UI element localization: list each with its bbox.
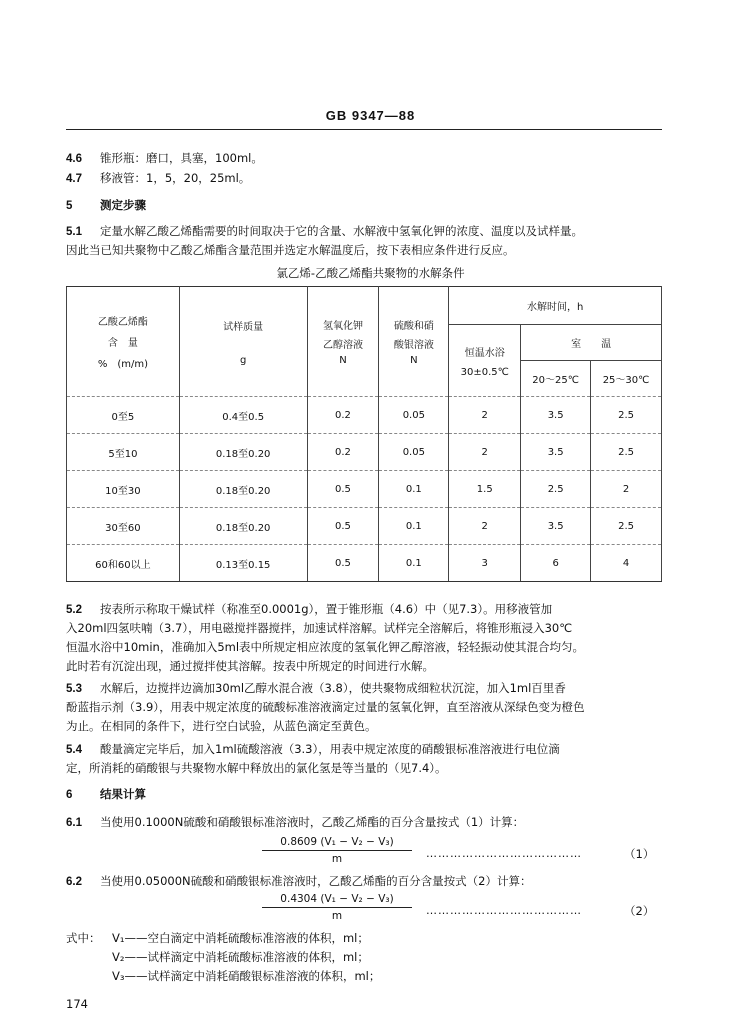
para-5-3-line3: 为止。在相同的条件下，进行空白试验，从蓝色滴定至黄色。: [66, 719, 377, 733]
header-room-25-30: 25～30℃: [591, 361, 662, 397]
table-cell: 3.5: [521, 434, 591, 471]
header-time: 水解时间，h: [449, 287, 662, 325]
para-number: 5.4: [66, 744, 82, 756]
para-number: 5.1: [66, 226, 82, 238]
header-koh-line1: 氢氧化钾: [322, 321, 363, 332]
para-5-1-line1: [66, 223, 583, 241]
table-cell: 2.5: [591, 397, 662, 434]
header-bath-line1: 恒温水浴: [464, 347, 505, 359]
variable-v1: V₁——空白滴定中消耗硫酸标准溶液的体积，ml；: [112, 931, 369, 945]
table-cell: 0.18至0.20: [179, 434, 307, 471]
para-5-2-line2: 入20ml四氢呋喃（3.7），用电磁搅拌器搅拌，加速试样溶解。试样完全溶解后，将锥形瓶浸入30℃: [66, 621, 573, 635]
table-cell: 0.18至0.20: [179, 508, 307, 545]
table-row: [67, 397, 662, 434]
formula-1-label: （1）: [624, 847, 655, 861]
para-6-1: [66, 814, 524, 832]
table-cell: 5至10: [67, 434, 180, 471]
header-bath-line2: 30±0.5℃: [460, 366, 509, 378]
table-cell: 1.5: [449, 471, 521, 508]
header-rule: [66, 129, 662, 130]
page-number: 174: [66, 997, 88, 1011]
header-content: [67, 287, 180, 397]
formula-2: [262, 893, 412, 922]
para-5-3-line1: [66, 680, 566, 698]
para-number: 6.1: [66, 817, 82, 829]
table-cell: 3.5: [521, 397, 591, 434]
table-row: [67, 471, 662, 508]
table-cell: 0.18至0.20: [179, 471, 307, 508]
section-6-heading: [66, 786, 146, 804]
formula-1-leader: …………………………………: [426, 847, 582, 860]
header-content-line3: % (m/m): [97, 359, 148, 370]
table-cell: 0.5: [307, 545, 379, 582]
header-acid: [379, 287, 449, 397]
formula-2-leader: …………………………………: [426, 904, 582, 917]
table-cell: 0.2: [307, 434, 379, 471]
table-cell: 2: [449, 434, 521, 471]
table-cell: 6: [521, 545, 591, 582]
section-number: 5: [66, 200, 73, 212]
table-row: [67, 545, 662, 582]
variable-v3: V₃——试样滴定中消耗硝酸银标准溶液的体积，ml；: [112, 969, 381, 983]
table-cell: 0.4至0.5: [179, 397, 307, 434]
table-cell: 0.5: [307, 508, 379, 545]
para-text: 水解后，边搅拌边滴加30ml乙醇水混合液（3.8），使共聚物成细粒状沉淀，加入1ml百里香: [100, 681, 566, 695]
header-acid-line2: 酸银溶液: [393, 340, 434, 351]
table-cell: 0.5: [307, 471, 379, 508]
header-content-line1: 乙酸乙烯酯: [97, 317, 148, 328]
table-cell: 0.1: [379, 545, 449, 582]
para-text: 当使用0.05000N硫酸和硝酸银标准溶液时，乙酸乙烯酯的百分含量按式（2）计算：: [100, 874, 532, 888]
table-cell: 2.5: [591, 508, 662, 545]
table-cell: 4: [591, 545, 662, 582]
section-title: 结果计算: [100, 787, 146, 801]
formula-2-label: （2）: [624, 904, 655, 918]
item-number: 4.6: [66, 153, 82, 165]
fraction-bar: [262, 907, 412, 908]
table-row: [67, 434, 662, 471]
section-title: 测定步骤: [100, 198, 146, 212]
item-text: 移液管：1，5，20，25ml。: [100, 171, 251, 185]
para-number: 5.3: [66, 683, 82, 695]
table-cell: 0.1: [379, 508, 449, 545]
formula-2-numerator: 0.4304 (V₁ − V₂ − V₃): [280, 893, 394, 905]
para-5-2-line4: 此时若有沉淀出现，通过搅拌使其溶解。按表中所规定的时间进行水解。: [66, 659, 434, 673]
table-cell: 30至60: [67, 508, 180, 545]
header-acid-line3: N: [410, 355, 418, 366]
table-cell: 0至5: [67, 397, 180, 434]
table-cell: 0.1: [379, 471, 449, 508]
header-room: 室 温: [521, 325, 662, 361]
para-5-2-line3: 恒温水浴中10min，准确加入5ml表中所规定相应浓度的氢氧化钾乙醇溶液，轻轻振动使其混合均匀。: [66, 640, 585, 654]
section-5-heading: [66, 197, 146, 215]
table-cell: 2: [591, 471, 662, 508]
header-mass-line1: 试样质量: [223, 321, 264, 333]
hydrolysis-conditions-table: [66, 286, 662, 582]
table-cell: 3.5: [521, 508, 591, 545]
para-5-2-line1: [66, 601, 552, 619]
formula-1-denominator: m: [331, 853, 343, 865]
item-4-7: [66, 170, 250, 188]
table-cell: 2.5: [591, 434, 662, 471]
para-5-1-line2: 因此当已知共聚物中乙酸乙烯酯含量范围并选定水解温度后，按下表相应条件进行反应。: [66, 243, 515, 257]
para-text: 当使用0.1000N硫酸和硝酸银标准溶液时，乙酸乙烯酯的百分含量按式（1）计算：: [100, 815, 525, 829]
table-cell: 10至30: [67, 471, 180, 508]
header-bath: [449, 325, 521, 397]
header-content-line2: 含 量: [107, 338, 138, 349]
para-5-4-line1: [66, 741, 560, 759]
variable-v2: V₂——试样滴定中消耗硫酸标准溶液的体积，ml；: [112, 950, 369, 964]
para-text: 酸量滴定完毕后，加入1ml硫酸溶液（3.3），用表中规定浓度的硝酸银标准溶液进行电位滴: [100, 742, 560, 756]
header-koh-line3: N: [339, 355, 347, 366]
para-number: 5.2: [66, 604, 82, 616]
item-4-6: [66, 150, 263, 168]
header-mass-line2: g: [239, 354, 247, 366]
table-cell: 0.2: [307, 397, 379, 434]
formula-1: [262, 836, 412, 865]
header-koh: [307, 287, 379, 397]
section-number: 6: [66, 789, 73, 801]
fraction-bar: [262, 850, 412, 851]
table-cell: 0.13至0.15: [179, 545, 307, 582]
para-text: 定量水解乙酸乙烯酯需要的时间取决于它的含量、水解液中氢氧化钾的浓度、温度以及试样量。: [100, 224, 583, 238]
header-room-20-25: 20～25℃: [521, 361, 591, 397]
table-title: 氯乙烯-乙酸乙烯酯共聚物的水解条件: [276, 266, 465, 280]
item-text: 锥形瓶：磨口，具塞，100ml。: [100, 151, 263, 165]
where-label: 式中：: [66, 931, 101, 945]
para-5-3-line2: 酚蓝指示剂（3.9），用表中规定浓度的硫酸标准溶液滴定过量的氢氧化钾，直至溶液从深绿色变为橙色: [66, 700, 585, 714]
table-cell: 2: [449, 508, 521, 545]
header-mass: [179, 287, 307, 397]
header-koh-line2: 乙醇溶液: [322, 340, 363, 351]
table-cell: 0.05: [379, 434, 449, 471]
header-acid-line1: 硫酸和硝: [393, 321, 434, 332]
table-cell: 60和60以上: [67, 545, 180, 582]
formula-1-numerator: 0.8609 (V₁ − V₂ − V₃): [280, 836, 394, 848]
table-cell: 3: [449, 545, 521, 582]
para-number: 6.2: [66, 876, 82, 888]
para-6-2: [66, 873, 531, 891]
para-text: 按表所示称取干燥试样（称准至0.0001g），置于锥形瓶（4.6）中（见7.3）。用移液管加: [100, 602, 553, 616]
table-row: [67, 508, 662, 545]
table-cell: 2.5: [521, 471, 591, 508]
formula-2-denominator: m: [331, 910, 343, 922]
item-number: 4.7: [66, 173, 82, 185]
table-cell: 0.05: [379, 397, 449, 434]
document-header: GB 9347—88: [325, 108, 416, 123]
para-5-4-line2: 定，所消耗的硝酸银与共聚物水解中释放出的氯化氢是等当量的（见7.4）。: [66, 761, 447, 775]
table-cell: 2: [449, 397, 521, 434]
